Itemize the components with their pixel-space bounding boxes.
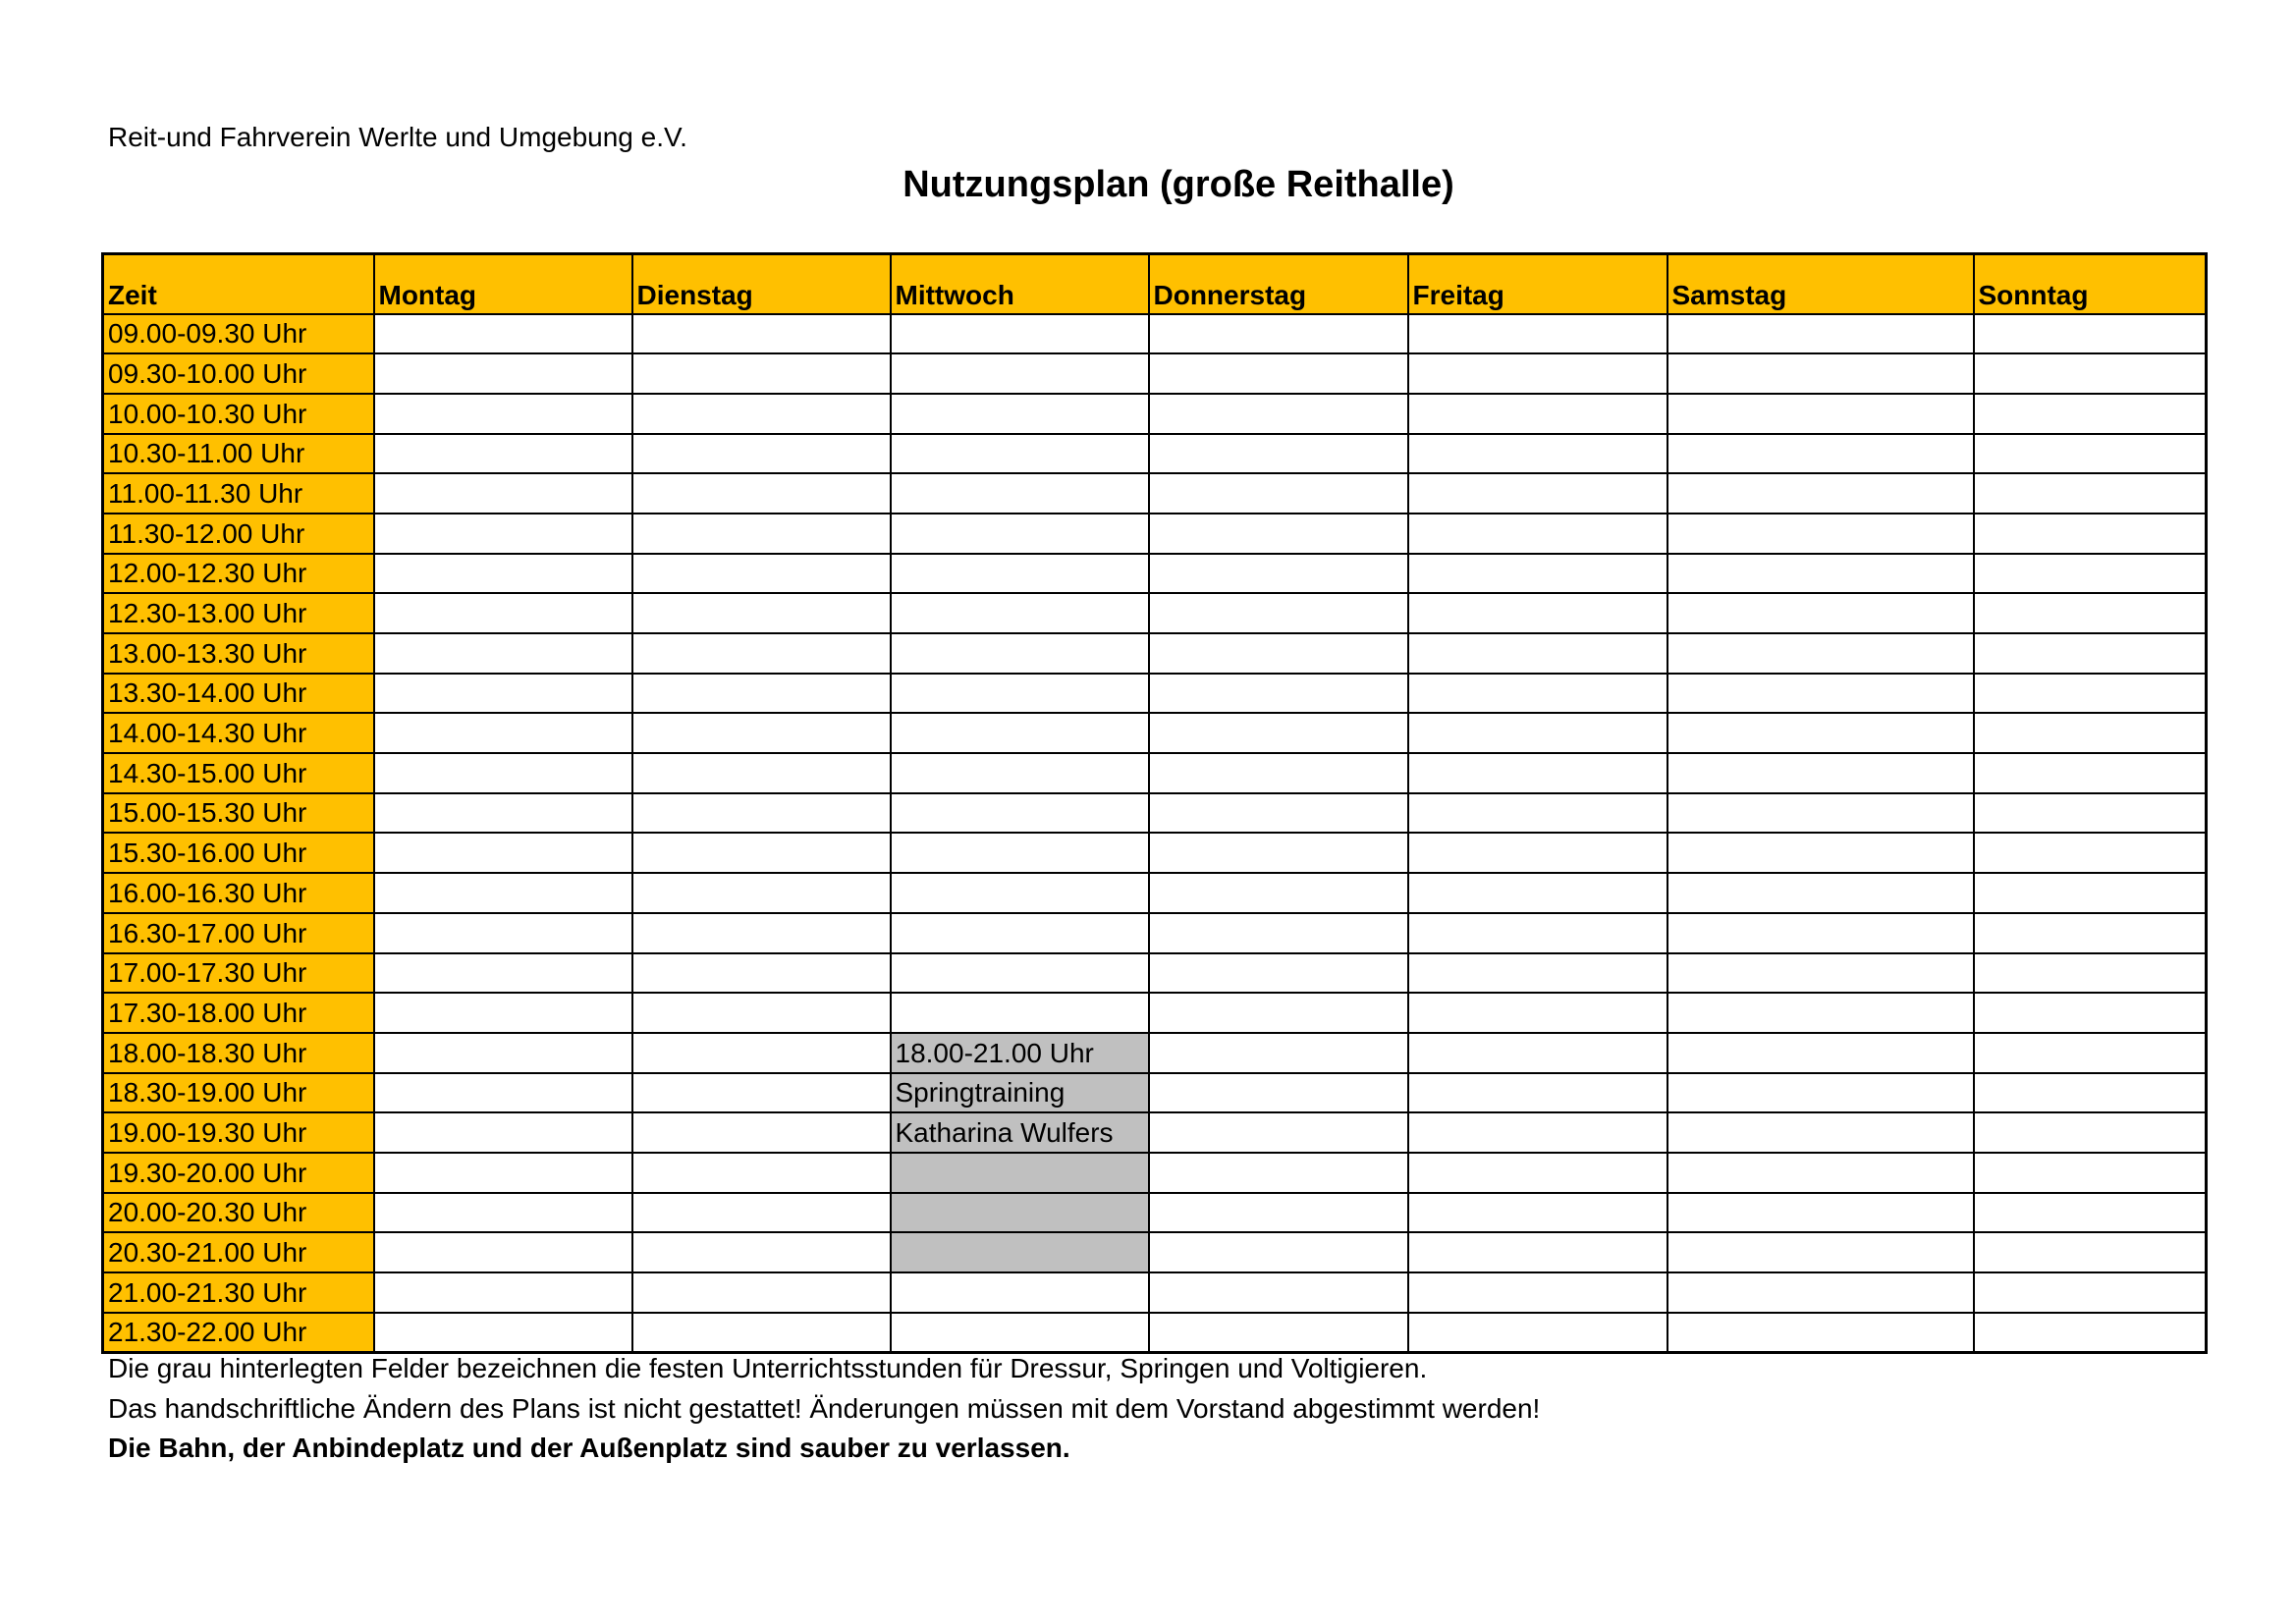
schedule-cell-samstag: [1667, 593, 1974, 633]
schedule-cell-montag: [374, 1313, 632, 1353]
schedule-cell-freitag: [1408, 1232, 1667, 1272]
schedule-cell-sonntag: [1974, 1112, 2207, 1153]
column-header-montag: Montag: [374, 254, 632, 314]
schedule-cell-montag: [374, 674, 632, 714]
schedule-cell-sonntag: [1974, 633, 2207, 674]
schedule-cell-montag: [374, 394, 632, 434]
time-slot-cell: 12.30-13.00 Uhr: [103, 593, 374, 633]
schedule-cell-samstag: [1667, 1073, 1974, 1113]
schedule-cell-mittwoch: [891, 993, 1149, 1033]
schedule-cell-sonntag: [1974, 434, 2207, 474]
schedule-cell-donnerstag: [1149, 793, 1408, 834]
schedule-cell-donnerstag: [1149, 473, 1408, 514]
schedule-cell-samstag: [1667, 713, 1974, 753]
schedule-cell-montag: [374, 1033, 632, 1073]
table-row: [103, 873, 2207, 913]
column-header-donnerstag: Donnerstag: [1149, 254, 1408, 314]
table-row: [103, 1193, 2207, 1233]
table-row: [103, 913, 2207, 953]
schedule-cell-freitag: [1408, 554, 1667, 594]
schedule-cell-dienstag: [632, 713, 891, 753]
schedule-cell-samstag: [1667, 473, 1974, 514]
schedule-cell-freitag: [1408, 473, 1667, 514]
table-row: [103, 993, 2207, 1033]
schedule-cell-samstag: [1667, 434, 1974, 474]
column-header-zeit: Zeit: [103, 254, 374, 314]
schedule-cell-mittwoch: [891, 434, 1149, 474]
schedule-cell-dienstag: [632, 873, 891, 913]
schedule-cell-samstag: [1667, 1193, 1974, 1233]
schedule-cell-samstag: [1667, 1313, 1974, 1353]
schedule-cell-samstag: [1667, 833, 1974, 873]
schedule-cell-dienstag: [632, 473, 891, 514]
schedule-cell-samstag: [1667, 1272, 1974, 1313]
schedule-cell-montag: [374, 353, 632, 394]
time-slot-cell: 15.30-16.00 Uhr: [103, 833, 374, 873]
schedule-cell-sonntag: [1974, 713, 2207, 753]
time-slot-cell: 14.30-15.00 Uhr: [103, 753, 374, 793]
schedule-cell-montag: [374, 1232, 632, 1272]
schedule-cell-freitag: [1408, 514, 1667, 554]
schedule-cell-donnerstag: [1149, 1313, 1408, 1353]
schedule-cell-mittwoch: 18.00-21.00 Uhr: [891, 1033, 1149, 1073]
schedule-cell-montag: [374, 873, 632, 913]
schedule-cell-montag: [374, 713, 632, 753]
schedule-cell-mittwoch: [891, 1313, 1149, 1353]
time-slot-cell: 09.30-10.00 Uhr: [103, 353, 374, 394]
schedule-cell-samstag: [1667, 353, 1974, 394]
schedule-cell-sonntag: [1974, 793, 2207, 834]
schedule-cell-freitag: [1408, 1033, 1667, 1073]
schedule-cell-dienstag: [632, 394, 891, 434]
time-slot-cell: 16.30-17.00 Uhr: [103, 913, 374, 953]
schedule-cell-dienstag: [632, 1112, 891, 1153]
schedule-cell-mittwoch: Springtraining: [891, 1073, 1149, 1113]
schedule-cell-sonntag: [1974, 753, 2207, 793]
schedule-cell-dienstag: [632, 793, 891, 834]
schedule-cell-sonntag: [1974, 1232, 2207, 1272]
schedule-cell-donnerstag: [1149, 394, 1408, 434]
note-line: Das handschriftliche Ändern des Plans ist nicht gestattet! Änderungen müssen mit dem Vorstand abgestimmt werden!: [108, 1392, 1541, 1424]
schedule-cell-samstag: [1667, 913, 1974, 953]
schedule-cell-mittwoch: [891, 713, 1149, 753]
schedule-cell-dienstag: [632, 674, 891, 714]
schedule-cell-donnerstag: [1149, 633, 1408, 674]
note-line: Die Bahn, der Anbindeplatz und der Außenplatz sind sauber zu verlassen.: [108, 1433, 1070, 1464]
schedule-cell-freitag: [1408, 1272, 1667, 1313]
schedule-cell-freitag: [1408, 1073, 1667, 1113]
table-row: [103, 1313, 2207, 1353]
table-row: [103, 473, 2207, 514]
schedule-cell-mittwoch: [891, 633, 1149, 674]
time-slot-cell: 10.00-10.30 Uhr: [103, 394, 374, 434]
table-row: [103, 713, 2207, 753]
schedule-cell-montag: [374, 514, 632, 554]
schedule-cell-mittwoch: [891, 314, 1149, 354]
schedule-cell-montag: [374, 473, 632, 514]
schedule-cell-freitag: [1408, 1112, 1667, 1153]
time-slot-cell: 13.30-14.00 Uhr: [103, 674, 374, 714]
schedule-cell-donnerstag: [1149, 713, 1408, 753]
schedule-cell-freitag: [1408, 793, 1667, 834]
schedule-cell-mittwoch: [891, 554, 1149, 594]
time-slot-cell: 09.00-09.30 Uhr: [103, 314, 374, 354]
schedule-cell-freitag: [1408, 394, 1667, 434]
notes-section: [108, 1349, 1540, 1469]
schedule-cell-freitag: [1408, 1153, 1667, 1193]
schedule-cell-sonntag: [1974, 953, 2207, 994]
schedule-cell-dienstag: [632, 993, 891, 1033]
schedule-cell-sonntag: [1974, 1272, 2207, 1313]
schedule-cell-sonntag: [1974, 353, 2207, 394]
schedule-cell-montag: [374, 554, 632, 594]
schedule-cell-mittwoch: [891, 593, 1149, 633]
schedule-cell-mittwoch: [891, 674, 1149, 714]
schedule-cell-mittwoch: [891, 514, 1149, 554]
time-slot-cell: 17.30-18.00 Uhr: [103, 993, 374, 1033]
table-row: [103, 394, 2207, 434]
schedule-cell-freitag: [1408, 873, 1667, 913]
schedule-cell-donnerstag: [1149, 514, 1408, 554]
time-slot-cell: 20.30-21.00 Uhr: [103, 1232, 374, 1272]
schedule-cell-dienstag: [632, 1033, 891, 1073]
schedule-cell-donnerstag: [1149, 1193, 1408, 1233]
schedule-body: [103, 314, 2207, 1353]
schedule-cell-sonntag: [1974, 394, 2207, 434]
schedule-cell-sonntag: [1974, 873, 2207, 913]
schedule-cell-samstag: [1667, 1033, 1974, 1073]
schedule-cell-donnerstag: [1149, 953, 1408, 994]
schedule-cell-dienstag: [632, 953, 891, 994]
table-row: [103, 953, 2207, 994]
schedule-cell-montag: [374, 1272, 632, 1313]
table-row: [103, 633, 2207, 674]
schedule-cell-freitag: [1408, 993, 1667, 1033]
time-slot-cell: 21.30-22.00 Uhr: [103, 1313, 374, 1353]
schedule-cell-donnerstag: [1149, 833, 1408, 873]
schedule-cell-dienstag: [632, 314, 891, 354]
table-row: [103, 1073, 2207, 1113]
schedule-cell-mittwoch: [891, 394, 1149, 434]
table-row: [103, 1232, 2207, 1272]
schedule-cell-donnerstag: [1149, 554, 1408, 594]
schedule-cell-dienstag: [632, 1272, 891, 1313]
table-row: [103, 314, 2207, 354]
schedule-cell-freitag: [1408, 674, 1667, 714]
schedule-cell-montag: [374, 314, 632, 354]
schedule-cell-donnerstag: [1149, 674, 1408, 714]
schedule-cell-freitag: [1408, 353, 1667, 394]
schedule-cell-sonntag: [1974, 1193, 2207, 1233]
schedule-cell-donnerstag: [1149, 593, 1408, 633]
schedule-cell-freitag: [1408, 1193, 1667, 1233]
table-row: [103, 674, 2207, 714]
schedule-cell-samstag: [1667, 1112, 1974, 1153]
note-line: Die grau hinterlegten Felder bezeichnen die festen Unterrichtsstunden für Dressur, Springen und Voltigieren.: [108, 1353, 1428, 1383]
schedule-cell-samstag: [1667, 753, 1974, 793]
schedule-cell-freitag: [1408, 713, 1667, 753]
time-slot-cell: 10.30-11.00 Uhr: [103, 434, 374, 474]
table-row: [103, 514, 2207, 554]
schedule-cell-montag: [374, 913, 632, 953]
schedule-cell-samstag: [1667, 1153, 1974, 1193]
schedule-cell-freitag: [1408, 753, 1667, 793]
schedule-cell-mittwoch: [891, 873, 1149, 913]
table-row: [103, 353, 2207, 394]
schedule-cell-samstag: [1667, 314, 1974, 354]
time-slot-cell: 14.00-14.30 Uhr: [103, 713, 374, 753]
time-slot-cell: 18.00-18.30 Uhr: [103, 1033, 374, 1073]
schedule-cell-dienstag: [632, 1313, 891, 1353]
schedule-cell-montag: [374, 593, 632, 633]
schedule-cell-montag: [374, 1073, 632, 1113]
schedule-cell-sonntag: [1974, 314, 2207, 354]
schedule-cell-samstag: [1667, 953, 1974, 994]
schedule-cell-samstag: [1667, 674, 1974, 714]
time-slot-cell: 11.30-12.00 Uhr: [103, 514, 374, 554]
schedule-cell-donnerstag: [1149, 913, 1408, 953]
schedule-cell-montag: [374, 953, 632, 994]
schedule-cell-samstag: [1667, 873, 1974, 913]
schedule-cell-freitag: [1408, 593, 1667, 633]
schedule-cell-mittwoch: [891, 1153, 1149, 1193]
schedule-cell-donnerstag: [1149, 1232, 1408, 1272]
organization-name: Reit-und Fahrverein Werlte und Umgebung e.V.: [108, 122, 687, 152]
schedule-cell-freitag: [1408, 1313, 1667, 1353]
schedule-cell-sonntag: [1974, 554, 2207, 594]
schedule-cell-mittwoch: [891, 1193, 1149, 1233]
schedule-cell-donnerstag: [1149, 1153, 1408, 1193]
table-row: [103, 593, 2207, 633]
schedule-cell-dienstag: [632, 1073, 891, 1113]
time-slot-cell: 18.30-19.00 Uhr: [103, 1073, 374, 1113]
schedule-cell-montag: [374, 1112, 632, 1153]
schedule-cell-donnerstag: [1149, 1272, 1408, 1313]
column-header-samstag: Samstag: [1667, 254, 1974, 314]
schedule-cell-freitag: [1408, 953, 1667, 994]
schedule-cell-dienstag: [632, 753, 891, 793]
schedule-cell-mittwoch: [891, 793, 1149, 834]
table-row: [103, 1272, 2207, 1313]
table-row: [103, 1033, 2207, 1073]
schedule-cell-samstag: [1667, 514, 1974, 554]
header-row: [103, 254, 2207, 314]
time-slot-cell: 12.00-12.30 Uhr: [103, 554, 374, 594]
schedule-cell-sonntag: [1974, 593, 2207, 633]
schedule-cell-samstag: [1667, 554, 1974, 594]
schedule-cell-freitag: [1408, 314, 1667, 354]
schedule-cell-mittwoch: [891, 353, 1149, 394]
time-slot-cell: 15.00-15.30 Uhr: [103, 793, 374, 834]
page-title: Nutzungsplan (große Reithalle): [902, 164, 1454, 205]
column-header-dienstag: Dienstag: [632, 254, 891, 314]
schedule-cell-mittwoch: [891, 913, 1149, 953]
schedule-cell-sonntag: [1974, 674, 2207, 714]
schedule-cell-montag: [374, 1153, 632, 1193]
table-row: [103, 434, 2207, 474]
schedule-cell-sonntag: [1974, 1153, 2207, 1193]
time-slot-cell: 13.00-13.30 Uhr: [103, 633, 374, 674]
schedule-cell-dienstag: [632, 554, 891, 594]
schedule-cell-sonntag: [1974, 913, 2207, 953]
table-row: [103, 1112, 2207, 1153]
time-slot-cell: 16.00-16.30 Uhr: [103, 873, 374, 913]
schedule-cell-mittwoch: [891, 473, 1149, 514]
schedule-table: [101, 252, 2208, 1354]
schedule-cell-mittwoch: Katharina Wulfers: [891, 1112, 1149, 1153]
schedule-cell-montag: [374, 1193, 632, 1233]
schedule-cell-dienstag: [632, 1232, 891, 1272]
schedule-cell-sonntag: [1974, 833, 2207, 873]
schedule-cell-samstag: [1667, 793, 1974, 834]
schedule-cell-dienstag: [632, 633, 891, 674]
schedule-cell-donnerstag: [1149, 353, 1408, 394]
time-slot-cell: 11.00-11.30 Uhr: [103, 473, 374, 514]
schedule-cell-sonntag: [1974, 1313, 2207, 1353]
table-row: [103, 753, 2207, 793]
schedule-cell-sonntag: [1974, 1073, 2207, 1113]
schedule-cell-montag: [374, 434, 632, 474]
table-row: [103, 554, 2207, 594]
schedule-cell-donnerstag: [1149, 1112, 1408, 1153]
schedule-cell-dienstag: [632, 833, 891, 873]
schedule-cell-sonntag: [1974, 514, 2207, 554]
schedule-cell-dienstag: [632, 514, 891, 554]
schedule-cell-donnerstag: [1149, 1073, 1408, 1113]
schedule-cell-sonntag: [1974, 993, 2207, 1033]
schedule-cell-mittwoch: [891, 1272, 1149, 1313]
table-row: [103, 1153, 2207, 1193]
schedule-cell-donnerstag: [1149, 873, 1408, 913]
schedule-cell-dienstag: [632, 353, 891, 394]
time-slot-cell: 20.00-20.30 Uhr: [103, 1193, 374, 1233]
schedule-cell-dienstag: [632, 1153, 891, 1193]
schedule-cell-dienstag: [632, 593, 891, 633]
schedule-cell-samstag: [1667, 394, 1974, 434]
schedule-cell-freitag: [1408, 833, 1667, 873]
column-header-freitag: Freitag: [1408, 254, 1667, 314]
schedule-cell-samstag: [1667, 1232, 1974, 1272]
column-header-sonntag: Sonntag: [1974, 254, 2207, 314]
schedule-cell-donnerstag: [1149, 434, 1408, 474]
schedule-cell-montag: [374, 633, 632, 674]
schedule-cell-dienstag: [632, 913, 891, 953]
schedule-cell-dienstag: [632, 1193, 891, 1233]
schedule-cell-donnerstag: [1149, 1033, 1408, 1073]
schedule-cell-freitag: [1408, 633, 1667, 674]
schedule-cell-mittwoch: [891, 833, 1149, 873]
schedule-cell-mittwoch: [891, 953, 1149, 994]
schedule-cell-samstag: [1667, 993, 1974, 1033]
schedule-cell-freitag: [1408, 434, 1667, 474]
schedule-cell-donnerstag: [1149, 993, 1408, 1033]
schedule-cell-mittwoch: [891, 753, 1149, 793]
schedule-cell-dienstag: [632, 434, 891, 474]
schedule-cell-montag: [374, 793, 632, 834]
column-header-mittwoch: Mittwoch: [891, 254, 1149, 314]
time-slot-cell: 19.30-20.00 Uhr: [103, 1153, 374, 1193]
schedule-cell-donnerstag: [1149, 314, 1408, 354]
schedule-cell-samstag: [1667, 633, 1974, 674]
schedule-cell-sonntag: [1974, 473, 2207, 514]
time-slot-cell: 19.00-19.30 Uhr: [103, 1112, 374, 1153]
time-slot-cell: 17.00-17.30 Uhr: [103, 953, 374, 994]
schedule-cell-donnerstag: [1149, 753, 1408, 793]
table-row: [103, 833, 2207, 873]
schedule-cell-montag: [374, 993, 632, 1033]
schedule-cell-montag: [374, 753, 632, 793]
table-row: [103, 793, 2207, 834]
time-slot-cell: 21.00-21.30 Uhr: [103, 1272, 374, 1313]
schedule-cell-mittwoch: [891, 1232, 1149, 1272]
schedule-cell-freitag: [1408, 913, 1667, 953]
schedule-cell-sonntag: [1974, 1033, 2207, 1073]
schedule-cell-montag: [374, 833, 632, 873]
